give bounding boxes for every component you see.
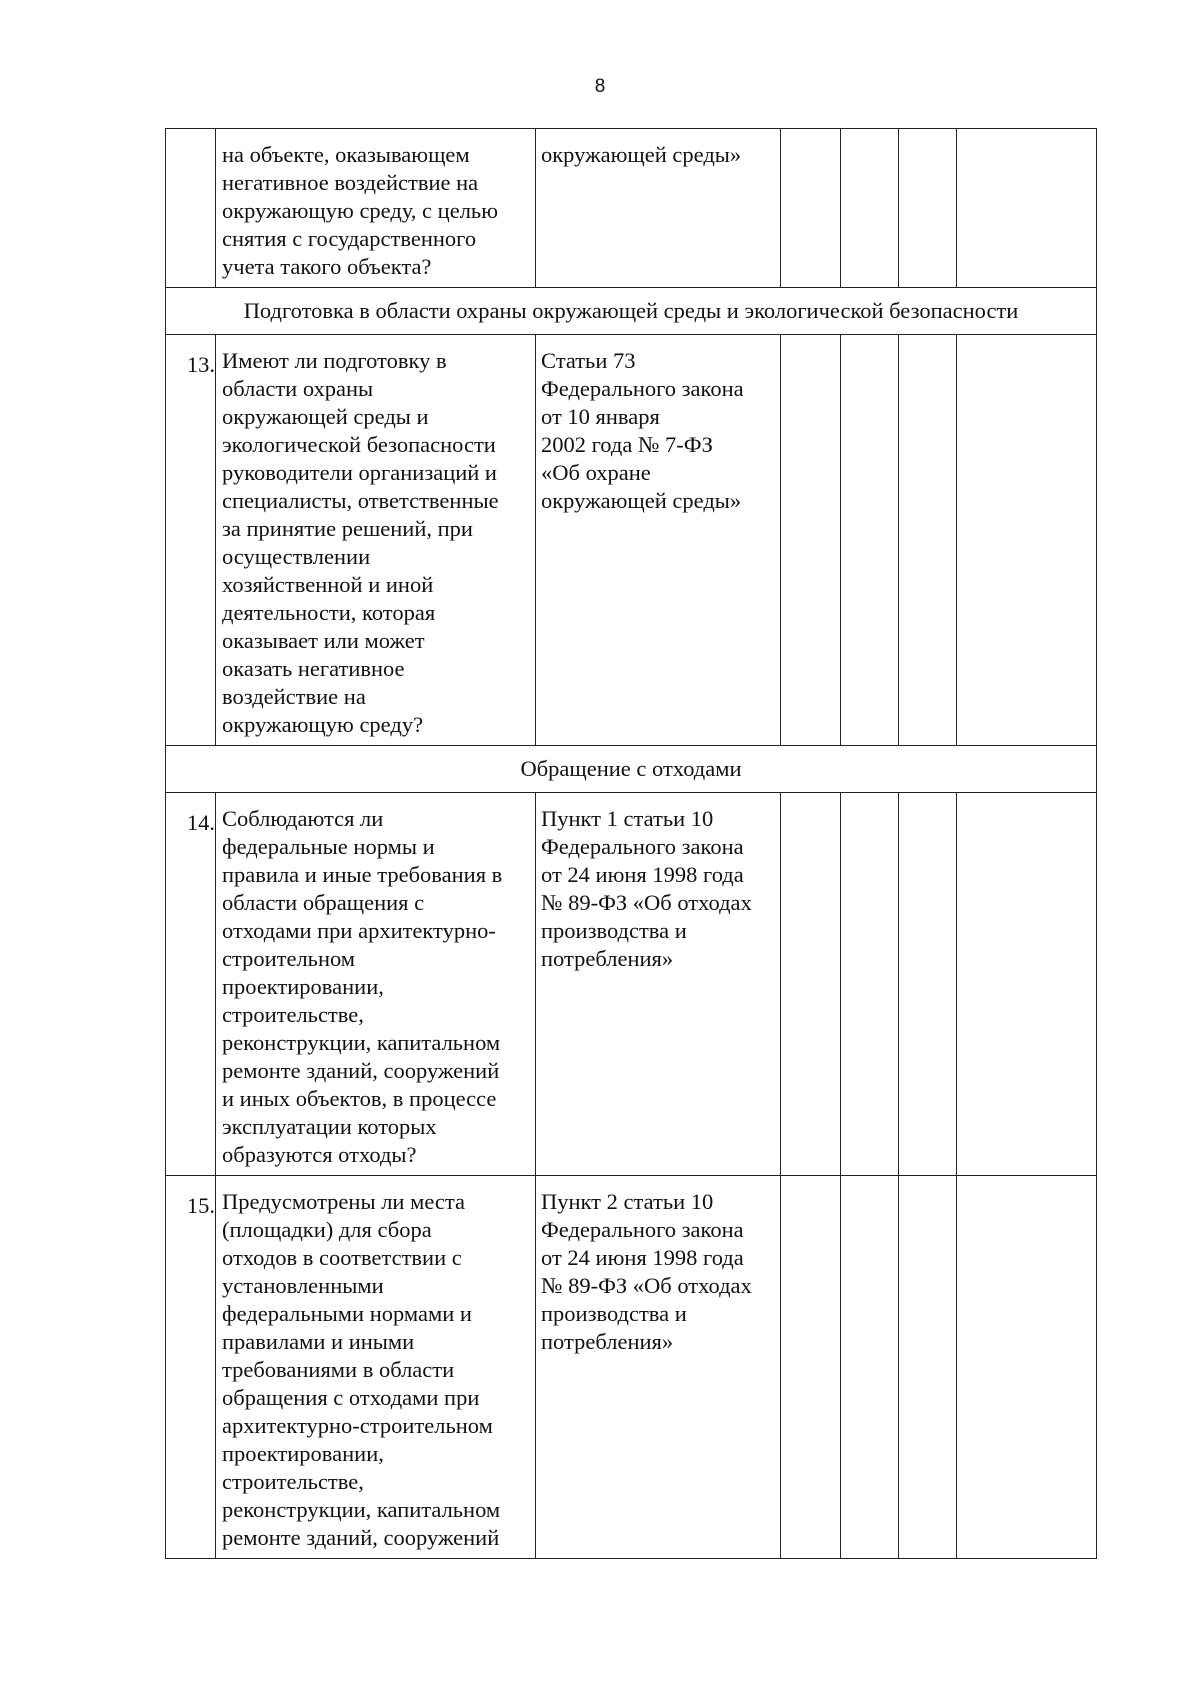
question-line: эксплуатации которых bbox=[222, 1114, 437, 1139]
question-line: руководители организаций и bbox=[222, 460, 497, 485]
legal-basis-cell bbox=[536, 129, 781, 288]
legal-basis-line: Статьи 73 bbox=[541, 348, 636, 373]
question-line: специалисты, ответственные bbox=[222, 488, 499, 513]
question-line: установленными bbox=[222, 1273, 384, 1298]
legal-basis-cell bbox=[536, 335, 781, 746]
question-line: строительном bbox=[222, 946, 356, 971]
checklist-item-row bbox=[166, 129, 1097, 288]
question-line: области охраны bbox=[222, 376, 374, 401]
checklist-item-row bbox=[166, 1176, 1097, 1559]
question-line: правила и иные требования в bbox=[222, 862, 503, 887]
checklist-sheet bbox=[165, 128, 1096, 1581]
legal-basis-line: от 24 июня 1998 года bbox=[541, 862, 744, 887]
question-cell bbox=[216, 793, 536, 1176]
question-line: и иных объектов, в процессе bbox=[222, 1086, 497, 1111]
question-line: Предусмотрены ли места bbox=[222, 1189, 465, 1214]
question-line: окружающей среды и bbox=[222, 404, 429, 429]
answer-no-cell bbox=[841, 793, 899, 1176]
legal-basis-line: окружающей среды» bbox=[541, 488, 742, 513]
item-number bbox=[166, 129, 216, 288]
checklist-body bbox=[166, 129, 1097, 1559]
answer-na-cell bbox=[899, 793, 957, 1176]
note-cell bbox=[957, 335, 1097, 746]
note-cell bbox=[957, 1176, 1097, 1559]
note-cell bbox=[957, 129, 1097, 288]
question-line: негативное воздействие на bbox=[222, 170, 479, 195]
question-line: воздействие на bbox=[222, 684, 366, 709]
question-line: проектировании, bbox=[222, 1441, 384, 1466]
question-line: федеральные нормы и bbox=[222, 834, 435, 859]
answer-yes-cell bbox=[781, 793, 841, 1176]
legal-basis-line: Федерального закона bbox=[541, 376, 744, 401]
answer-no-cell bbox=[841, 1176, 899, 1559]
answer-yes-cell bbox=[781, 335, 841, 746]
question-line: отходами при архитектурно- bbox=[222, 918, 496, 943]
question-line: окружающую среду, с целью bbox=[222, 198, 498, 223]
answer-yes-cell bbox=[781, 129, 841, 288]
question-line: архитектурно-строительном bbox=[222, 1413, 493, 1438]
legal-basis-line: производства и bbox=[541, 1301, 687, 1326]
question-cell bbox=[216, 1176, 536, 1559]
question-cell bbox=[216, 335, 536, 746]
legal-basis-line: № 89-ФЗ «Об отходах bbox=[541, 890, 752, 915]
legal-basis-line: от 24 июня 1998 года bbox=[541, 1245, 744, 1270]
question-line: федеральными нормами и bbox=[222, 1301, 472, 1326]
checklist-item-row bbox=[166, 793, 1097, 1176]
question-line: экологической безопасности bbox=[222, 432, 496, 457]
legal-basis-cell bbox=[536, 793, 781, 1176]
question-line: отходов в соответствии с bbox=[222, 1245, 462, 1270]
legal-basis-line: 2002 года № 7-ФЗ bbox=[541, 432, 713, 457]
section-title: Обращение с отходами bbox=[166, 746, 1097, 793]
legal-basis-line: Пункт 1 статьи 10 bbox=[541, 806, 714, 831]
question-line: реконструкции, капитальном bbox=[222, 1497, 501, 1522]
legal-basis-line: от 10 января bbox=[541, 404, 660, 429]
question-line: образуются отходы? bbox=[222, 1142, 417, 1167]
question-line: на объекте, оказывающем bbox=[222, 142, 470, 167]
checklist-item-row bbox=[166, 335, 1097, 746]
legal-basis-line: производства и bbox=[541, 918, 687, 943]
question-line: области обращения с bbox=[222, 890, 425, 915]
answer-na-cell bbox=[899, 1176, 957, 1559]
section-row bbox=[166, 288, 1097, 335]
question-line: окружающую среду? bbox=[222, 712, 424, 737]
answer-yes-cell bbox=[781, 1176, 841, 1559]
item-number: 14. bbox=[166, 793, 216, 1176]
question-line: строительстве, bbox=[222, 1002, 364, 1027]
legal-basis-line: Федерального закона bbox=[541, 834, 744, 859]
legal-basis-line: «Об охране bbox=[541, 460, 651, 485]
question-cell bbox=[216, 129, 536, 288]
legal-basis-line: потребления» bbox=[541, 1329, 674, 1354]
legal-basis-cell bbox=[536, 1176, 781, 1559]
question-line: Соблюдаются ли bbox=[222, 806, 384, 831]
legal-basis-line: Пункт 2 статьи 10 bbox=[541, 1189, 714, 1214]
legal-basis-line: потребления» bbox=[541, 946, 674, 971]
question-line: учета такого объекта? bbox=[222, 254, 432, 279]
question-line: ремонте зданий, сооружений bbox=[222, 1525, 500, 1550]
question-line: ремонте зданий, сооружений bbox=[222, 1058, 500, 1083]
answer-no-cell bbox=[841, 129, 899, 288]
answer-no-cell bbox=[841, 335, 899, 746]
question-line: правилами и иными bbox=[222, 1329, 415, 1354]
question-line: (площадки) для сбора bbox=[222, 1217, 432, 1242]
note-cell bbox=[957, 793, 1097, 1176]
question-line: Имеют ли подготовку в bbox=[222, 348, 447, 373]
legal-basis-line: Федерального закона bbox=[541, 1217, 744, 1242]
question-line: деятельности, которая bbox=[222, 600, 436, 625]
section-row bbox=[166, 746, 1097, 793]
item-number: 13. bbox=[166, 335, 216, 746]
checklist-table bbox=[165, 128, 1097, 1559]
question-line: проектировании, bbox=[222, 974, 384, 999]
question-line: реконструкции, капитальном bbox=[222, 1030, 501, 1055]
question-line: строительстве, bbox=[222, 1469, 364, 1494]
answer-na-cell bbox=[899, 129, 957, 288]
question-line: оказывает или может bbox=[222, 628, 425, 653]
question-line: за принятие решений, при bbox=[222, 516, 473, 541]
question-line: снятия с государственного bbox=[222, 226, 477, 251]
answer-na-cell bbox=[899, 335, 957, 746]
question-line: хозяйственной и иной bbox=[222, 572, 434, 597]
question-line: оказать негативное bbox=[222, 656, 405, 681]
question-line: осуществлении bbox=[222, 544, 371, 569]
page-number: 8 bbox=[594, 76, 606, 97]
section-title: Подготовка в области охраны окружающей среды и экологической безопасности bbox=[166, 288, 1097, 335]
legal-basis-line: окружающей среды» bbox=[541, 142, 742, 167]
legal-basis-line: № 89-ФЗ «Об отходах bbox=[541, 1273, 752, 1298]
item-number: 15. bbox=[166, 1176, 216, 1559]
question-line: требованиями в области bbox=[222, 1357, 455, 1382]
question-line: обращения с отходами при bbox=[222, 1385, 480, 1410]
